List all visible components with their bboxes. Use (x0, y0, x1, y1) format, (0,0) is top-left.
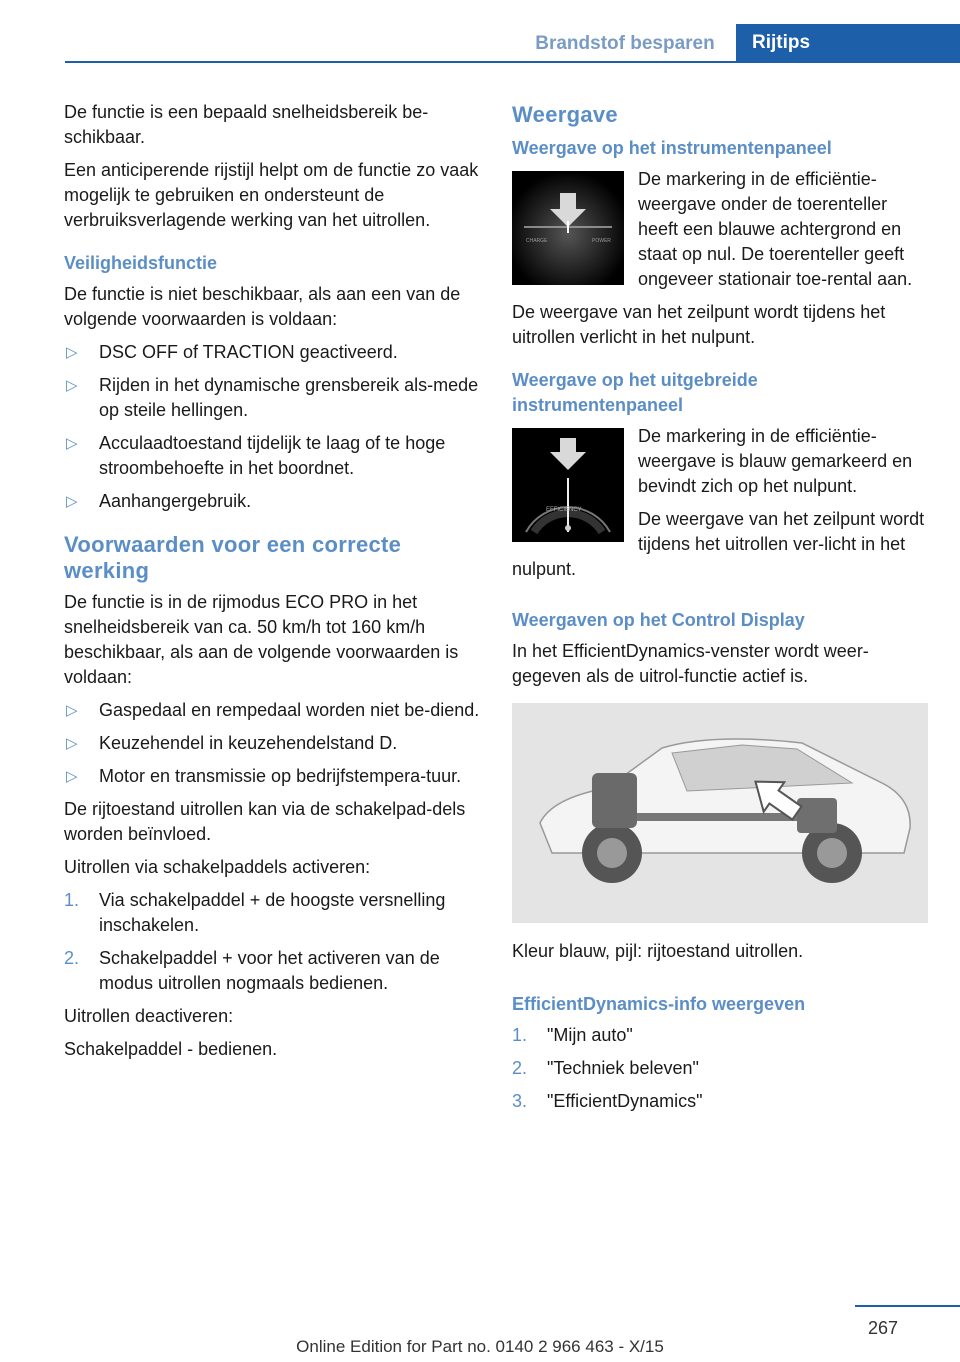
conditions-list (64, 698, 482, 789)
gauge-label-charge: CHARGE (526, 238, 548, 244)
gauge-label-efficiency: EFFICIENCY (546, 507, 582, 513)
safety-list (64, 340, 482, 514)
footer-rule (855, 1305, 960, 1307)
paragraph: De functie is een bepaald snelheidsbereik be-schikbaar. (64, 102, 429, 147)
ext-heading: Weergave op het uitgebreide instrumentenpaneel (512, 370, 758, 415)
list-item: ▷ Keuzehendel in keuzehendelstand D. (64, 731, 482, 756)
paragraph: De weergave van het zeilpunt wordt tijdens het uitrollen verlicht in het nulpunt. (512, 302, 886, 347)
safety-heading: Veiligheidsfunctie (64, 253, 218, 273)
paragraph: Uitrollen deactiveren: (64, 1006, 234, 1026)
panel-heading: Weergave op het instrumentenpaneel (512, 138, 832, 158)
step-number: 1. (512, 1025, 528, 1045)
car-drivetrain-image (512, 703, 928, 923)
section-tab[interactable]: Brandstof besparen (535, 33, 715, 54)
paragraph: Uitrollen via schakelpaddels activeren: (64, 857, 371, 877)
conditions-heading: Voorwaarden voor een correcte werking (64, 532, 402, 583)
chapter-tab-label: Rijtips (752, 32, 811, 53)
list-item: ▷ Gaspedaal en rempedaal worden niet be-diend. (64, 698, 482, 723)
step-text: "Techniek beleven" (547, 1058, 699, 1078)
paragraph: Schakelpaddel - bedienen. (64, 1039, 278, 1059)
list-item: ▷ Rijden in het dynamische grensbereik als-mede op steile hellingen. (64, 373, 482, 423)
step-number: 2. (512, 1058, 528, 1078)
list-item (512, 1056, 930, 1081)
list-item (64, 888, 482, 938)
list-item (512, 1089, 930, 1114)
list-item: ▷ Aanhangergebruik. (64, 489, 482, 514)
gauge-label-power: POWER (592, 238, 611, 244)
left-column (64, 100, 482, 1070)
step-text: Schakelpaddel + voor het activeren van de modus uitrollen nogmaals bedienen. (99, 948, 440, 993)
paragraph: De markering in de efficiëntie-weergave is blauw gemarkeerd en bevindt zich op het nulpunt. (638, 426, 913, 496)
page-number: 267 (867, 1318, 898, 1338)
step-number: 2. (64, 948, 80, 968)
list-item (512, 1023, 930, 1048)
instrument-panel-image (512, 171, 624, 285)
step-number: 1. (64, 890, 80, 910)
paragraph: De functie is niet beschikbaar, als aan een van de volgende voorwaarden is voldaan: (64, 284, 461, 329)
step-number: 3. (512, 1091, 528, 1111)
extended-panel-image (512, 428, 624, 542)
paragraph: Een anticiperende rijstijl helpt om de functie zo vaak mogelijk te gebruiken en ondersteunt de verbruiksverlagende werking van het uitrollen. (64, 160, 479, 230)
ext-block (512, 424, 930, 590)
header-rule (65, 61, 960, 63)
right-column (512, 100, 930, 1122)
list-item: ▷ DSC OFF of TRACTION geactiveerd. (64, 340, 482, 365)
info-heading: EfficientDynamics-info weergeven (512, 994, 806, 1014)
paragraph: De markering in de efficiëntie-weergave onder de toerenteller heeft een blauwe achtergrond en staat op nul. De toerenteller geeft ongeveer stationair toe-rental aan. (638, 169, 913, 289)
list-item: ▷ Motor en transmissie op bedrijfstempera-tuur. (64, 764, 482, 789)
step-text: "Mijn auto" (547, 1025, 633, 1045)
list-item: ▷ Acculaadtoestand tijdelijk te laag of te hoge stroombehoefte in het boordnet. (64, 431, 482, 481)
display-heading: Weergave (512, 102, 618, 127)
paragraph: In het EfficientDynamics-venster wordt weer-gegeven als de uitrol-functie actief is. (512, 641, 869, 686)
paragraph: De rijtoestand uitrollen kan via de schakelpad-dels worden beïnvloed. (64, 799, 466, 844)
gauge-icon (512, 428, 624, 542)
list-item (64, 946, 482, 996)
image-caption: Kleur blauw, pijl: rijtoestand uitrollen. (512, 941, 804, 961)
activate-steps (64, 888, 482, 996)
edition-text: Online Edition for Part no. 0140 2 966 463 - X/15 (296, 1337, 664, 1356)
paragraph: De weergave van het zeilpunt wordt tijdens het uitrollen ver-licht in het nulpunt. (512, 509, 925, 579)
chapter-tab[interactable] (736, 24, 960, 62)
info-steps (512, 1023, 930, 1114)
step-text: "EfficientDynamics" (547, 1091, 703, 1111)
down-arrow-icon (512, 171, 624, 285)
panel-block (512, 167, 930, 300)
paragraph: De functie is in de rijmodus ECO PRO in het snelheidsbereik van ca. 50 km/h tot 160 km/h beschikbaar, als aan de volgende voorwaarden is voldaan: (64, 592, 459, 687)
step-text: Via schakelpaddel + de hoogste versnelling inschakelen. (99, 890, 446, 935)
cd-heading: Weergaven op het Control Display (512, 610, 805, 630)
car-icon (512, 703, 928, 923)
